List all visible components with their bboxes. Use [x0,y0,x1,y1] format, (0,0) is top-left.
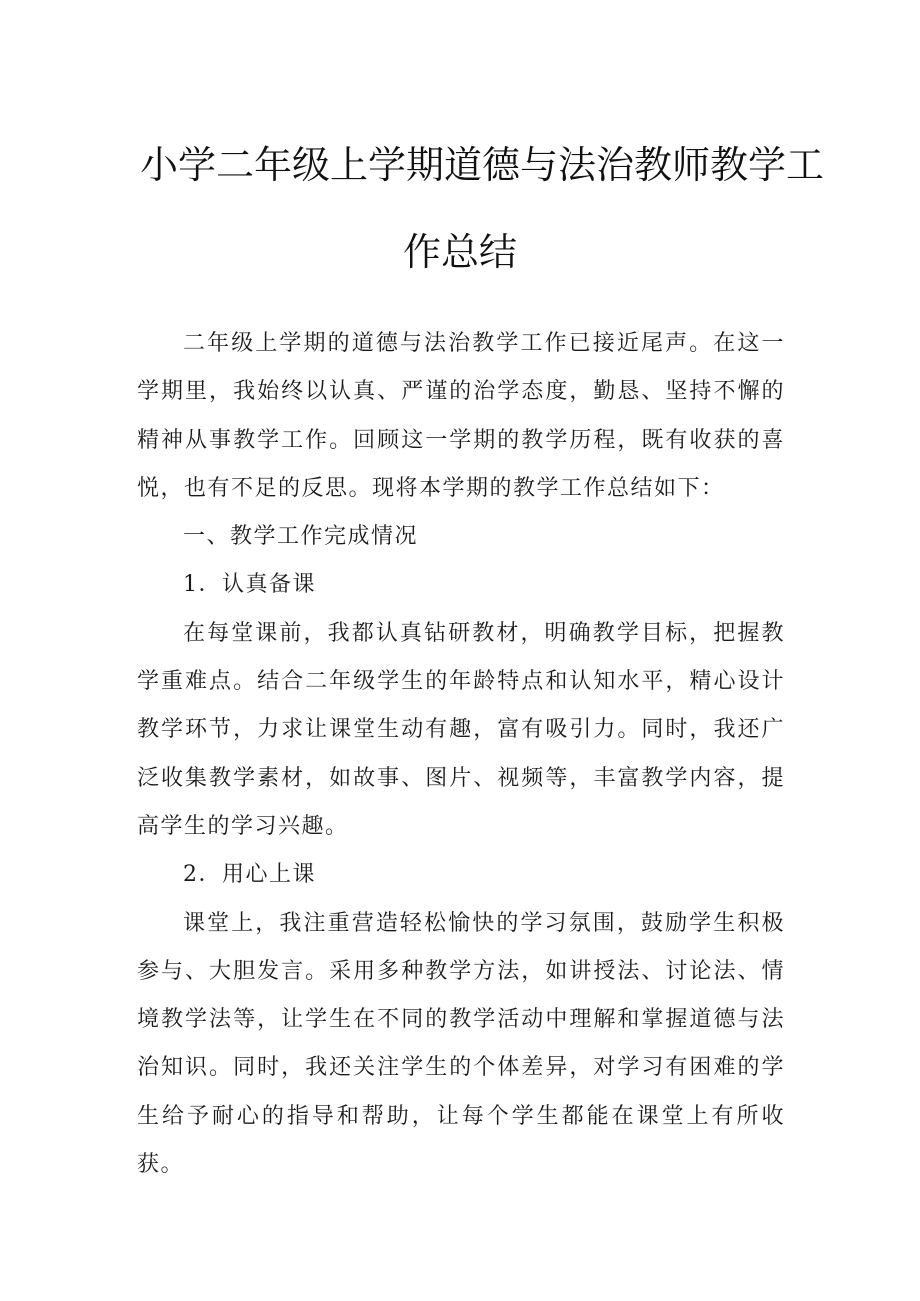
subsection-heading-2: 2．用心上课 [183,862,316,888]
subsection-heading-1: 1．认真备课 [183,572,316,598]
paragraph-teaching: 课堂上，我注重营造轻松愉快的学习氛围，鼓励学生积极参与、大胆发言。采用多种教学方法，如讲授法、讨论法、情境教学法等，让学生在不同的教学活动中理解和掌握道德与法治知识。同时，我还关注学生的个体差异，对学习有困难的学生给予耐心的指导和帮助，让每个学生都能在课堂上有所收获。 [137,910,785,1178]
section-heading-1: 一、教学工作完成情况 [183,524,419,550]
intro-paragraph: 二年级上学期的道德与法治教学工作已接近尾声。在这一学期里，我始终以认真、严谨的治学态度，勤恳、坚持不懈的精神从事教学工作。回顾这一学期的教学历程，既有收获的喜悦，也有不足的反思。现将本学期的教学工作总结如下： [137,331,785,501]
document-title-line-1: 小学二年级上学期道德与法治教师教学工 [140,143,825,187]
document-title-line-2: 作总结 [402,230,517,274]
paragraph-preparation: 在每堂课前，我都认真钻研教材，明确教学目标，把握教学重难点。结合二年级学生的年龄特点和认知水平，精心设计教学环节，力求让课堂生动有趣，富有吸引力。同时，我还广泛收集教学素材，如故事、图片、视频等，丰富教学内容，提高学生的学习兴趣。 [137,620,785,839]
document-body [137,320,785,1189]
